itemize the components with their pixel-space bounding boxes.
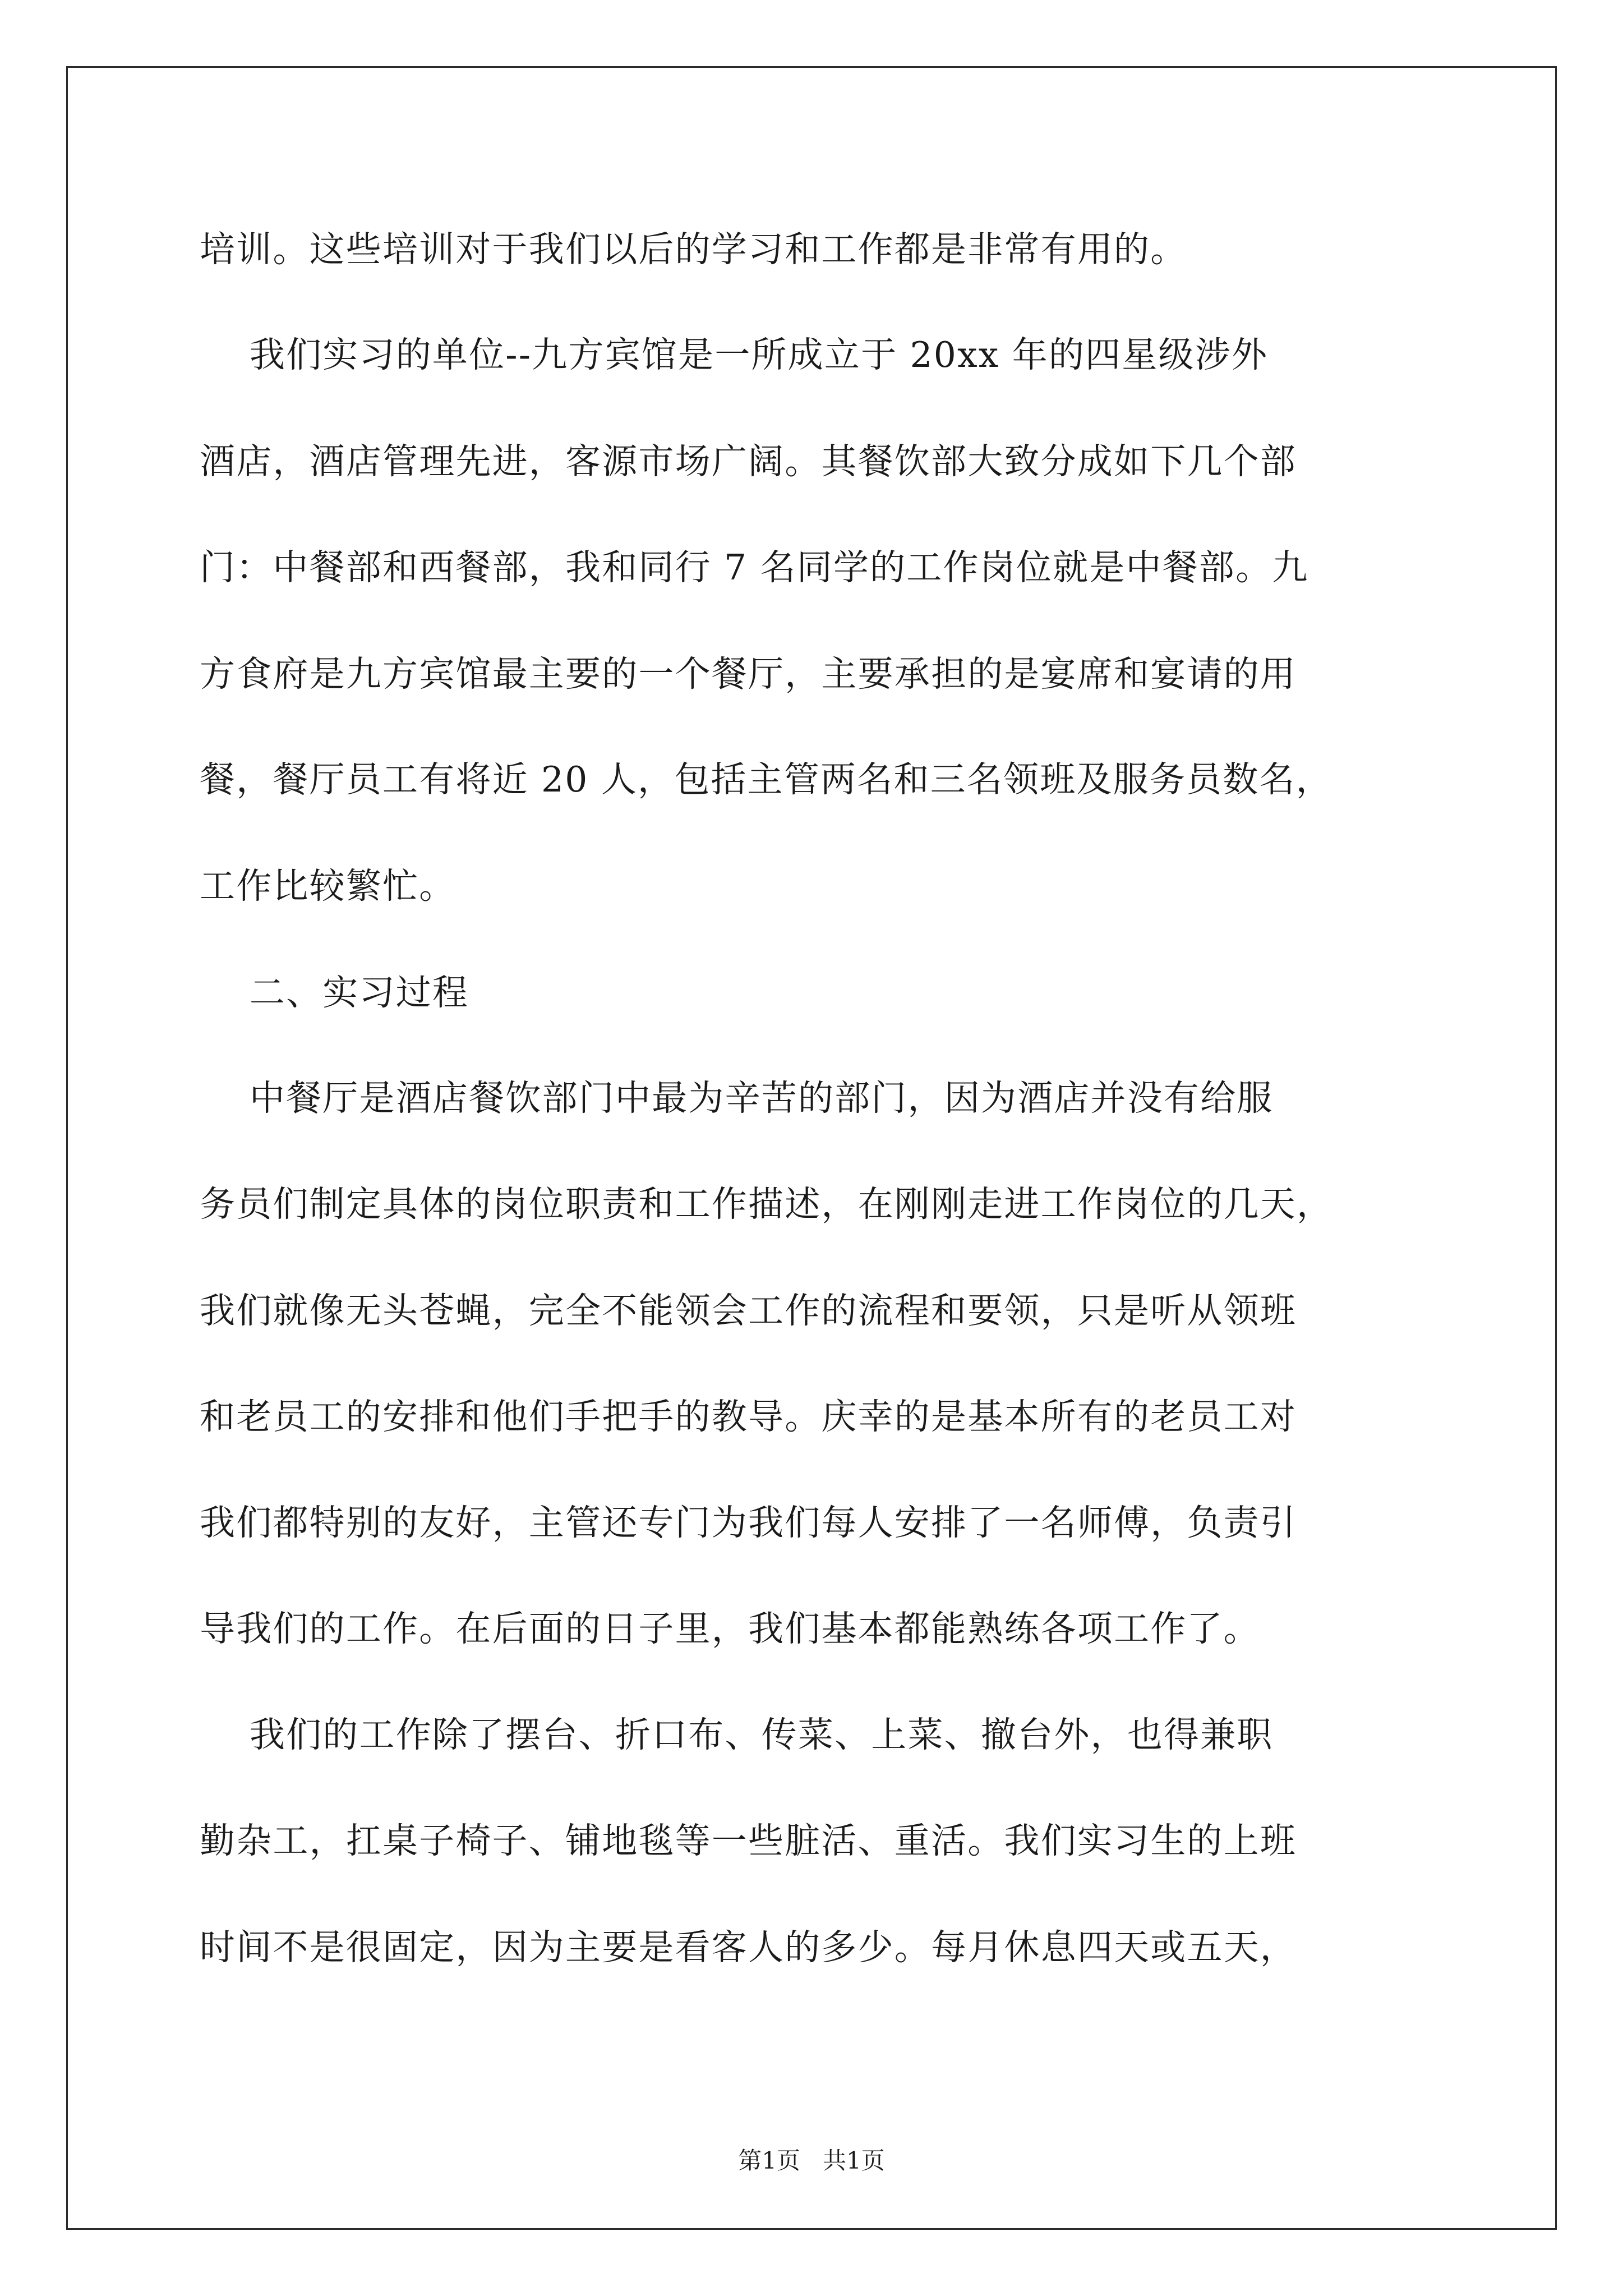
text-line: 勤杂工，扛桌子椅子、铺地毯等一些脏活、重活。我们实习生的上班 [200, 1820, 1297, 1861]
section-heading: 二、实习过程 [200, 972, 469, 1013]
page-border [66, 66, 1557, 2230]
text-line: 门：中餐部和西餐部，我和同行 7 名同学的工作岗位就是中餐部。九 [200, 547, 1309, 588]
text-line: 我们就像无头苍蝇，完全不能领会工作的流程和要领，只是听从领班 [200, 1290, 1297, 1331]
text-line: 餐，餐厅员工有将近 20 人，包括主管两名和三名领班及服务员数名， [200, 759, 1332, 800]
text-line: 培训。这些培训对于我们以后的学习和工作都是非常有用的。 [200, 229, 1187, 270]
page-footer [0, 2144, 1623, 2178]
text-line: 中餐厅是酒店餐饮部门中最为辛苦的部门，因为酒店并没有给服 [200, 1078, 1274, 1119]
text-line: 和老员工的安排和他们手把手的教导。庆幸的是基本所有的老员工对 [200, 1396, 1297, 1437]
text-line: 务员们制定具体的岗位职责和工作描述，在刚刚走进工作岗位的几天， [200, 1184, 1334, 1225]
page-number: 第1页 共1页 [738, 2147, 885, 2174]
text-line: 导我们的工作。在后面的日子里，我们基本都能熟练各项工作了。 [200, 1608, 1260, 1649]
text-line: 我们都特别的友好，主管还专门为我们每人安排了一名师傅，负责引 [200, 1502, 1297, 1543]
text-line: 工作比较繁忙。 [200, 866, 456, 907]
text-line: 方食府是九方宾馆最主要的一个餐厅，主要承担的是宴席和宴请的用 [200, 654, 1297, 694]
text-line: 时间不是很固定，因为主要是看客人的多少。每月休息四天或五天， [200, 1927, 1297, 1968]
text-line: 我们实习的单位--九方宾馆是一所成立于 20xx 年的四星级涉外 [200, 334, 1269, 375]
text-line: 酒店，酒店管理先进，客源市场广阔。其餐饮部大致分成如下几个部 [200, 441, 1297, 482]
text-line: 我们的工作除了摆台、折口布、传菜、上菜、撤台外，也得兼职 [200, 1714, 1274, 1755]
